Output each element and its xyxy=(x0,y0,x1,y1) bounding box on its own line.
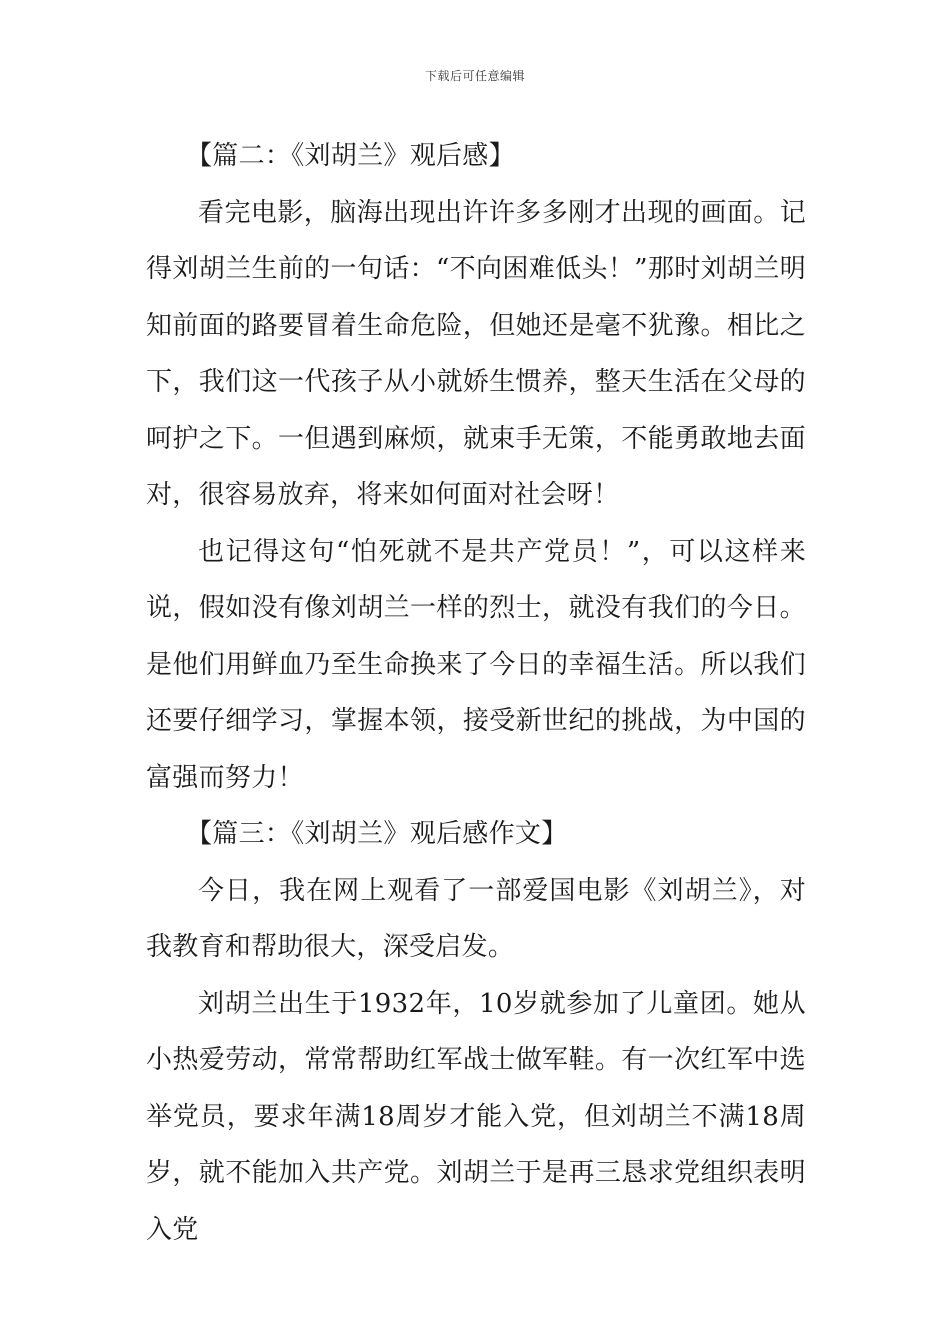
paragraph: 看完电影，脑海出现出许许多多刚才出现的画面。记得刘胡兰生前的一句话：“不向困难低头！”那时刘胡兰明知前面的路要冒着生命危险，但她还是毫不犹豫。相比之下，我们这一代孩子从小就娇生惯养，整天生活在父母的呵护之下。一但遇到麻烦，就束手无策，不能勇敢地去面对，很容易放弃，将来如何面对社会呀！ xyxy=(146,197,806,510)
paragraph: 今日，我在网上观看了一部爱国电影《刘胡兰》，对我教育和帮助很大，深受启发。 xyxy=(146,875,806,962)
header-note: 下载后可任意编辑 xyxy=(424,69,525,83)
section-title: 【篇二：《刘胡兰》观后感】 xyxy=(186,141,515,171)
document-body xyxy=(146,128,806,1258)
section-title: 【篇三：《刘胡兰》观后感作文】 xyxy=(186,819,568,849)
paragraph: 刘胡兰出生于1932年，10岁就参加了儿童团。她从小热爱劳动，常常帮助红军战士做军鞋。有一次红军中选举党员，要求年满18周岁才能入党，但刘胡兰不满18周岁，就不能加入共产党。刘胡兰于是再三恳求党组织表明入党 xyxy=(146,988,806,1245)
paragraph: 也记得这句“怕死就不是共产党员！”，可以这样来说，假如没有像刘胡兰一样的烈士，就没有我们的今日。是他们用鲜血乃至生命换来了今日的幸福生活。所以我们还要仔细学习，掌握本领，接受新世纪的挑战，为中国的富强而努力！ xyxy=(146,536,806,793)
